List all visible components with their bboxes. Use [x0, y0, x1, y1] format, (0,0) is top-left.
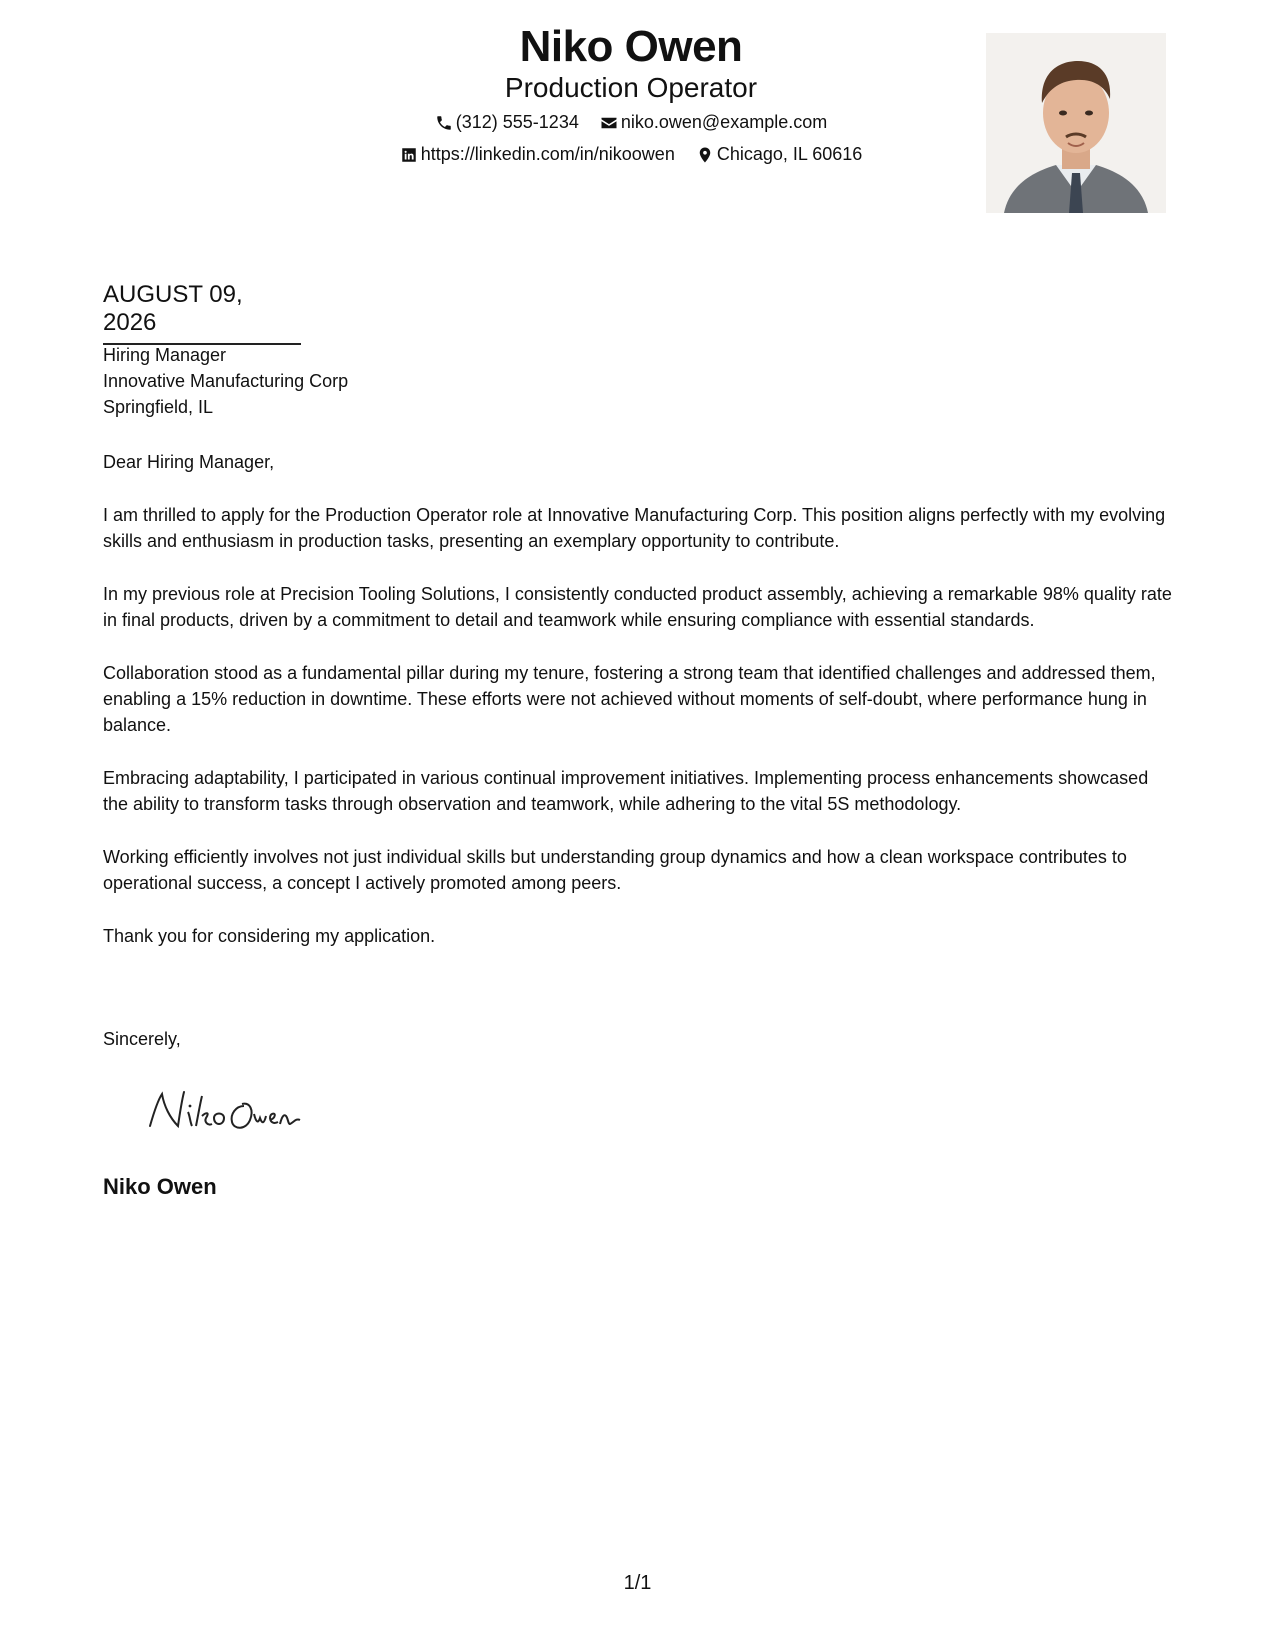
location-text: Chicago, IL 60616 [716, 144, 863, 164]
body-paragraph: Thank you for considering my application. [103, 926, 436, 946]
map-pin-icon [696, 146, 714, 164]
letter-header [0, 0, 1275, 230]
phone-text: (312) 555-1234 [455, 112, 579, 132]
applicant-role: Production Operator [504, 72, 758, 103]
body-paragraph: Embracing adaptability, I participated in various continual improvement initiatives. Implementing process enhancements showcased the ability to transform tasks through observation and teamwork, while adhering to the vital 5S methodology. [103, 768, 1149, 814]
signature-image [140, 1082, 330, 1142]
page-number: 1/1 [623, 1572, 652, 1594]
recipient-line: Hiring Manager [103, 345, 227, 365]
body-paragraph: Working efficiently involves not just individual skills but understanding group dynamics and how a clean workspace contributes to operational success, a concept I actively promoted among peers. [103, 847, 1127, 893]
closing: Sincerely, [103, 1029, 181, 1049]
body-paragraph: Collaboration stood as a fundamental pillar during my tenure, fostering a strong team that identified challenges and addressed them, enabling a 15% reduction in downtime. These efforts were not achieved without moments of self-doubt, where performance hung in balance. [103, 663, 1156, 735]
contact-phone [435, 112, 579, 133]
contact-linkedin[interactable] [400, 144, 675, 165]
body-paragraph: In my previous role at Precision Tooling Solutions, I consistently conducted product assembly, achieving a remarkable 98% quality rate in final products, driven by a commitment to detail and teamwork while ensuring compliance with essential standards. [103, 584, 1172, 630]
letter-date: AUGUST 09, 2026 [103, 281, 301, 345]
salutation: Dear Hiring Manager, [103, 452, 275, 472]
letter-body [103, 449, 1173, 976]
contact-location [696, 144, 862, 165]
envelope-icon [600, 114, 618, 132]
profile-photo [986, 33, 1166, 213]
recipient-line: Innovative Manufacturing Corp [103, 371, 349, 391]
recipient-block [103, 342, 348, 420]
signer-name: Niko Owen [103, 1174, 217, 1199]
recipient-line: Springfield, IL [103, 397, 214, 417]
linkedin-text[interactable]: https://linkedin.com/in/nikoowen [420, 144, 675, 164]
contact-email[interactable] [600, 112, 827, 133]
phone-icon [435, 114, 453, 132]
linkedin-icon [400, 146, 418, 164]
email-text[interactable]: niko.owen@example.com [620, 112, 828, 132]
applicant-name: Niko Owen [519, 22, 743, 71]
body-paragraph: I am thrilled to apply for the Production Operator role at Innovative Manufacturing Corp. This position aligns perfectly with my evolving skills and enthusiasm in production tasks, presenting an exemplary opportunity to contribute. [103, 505, 1166, 551]
